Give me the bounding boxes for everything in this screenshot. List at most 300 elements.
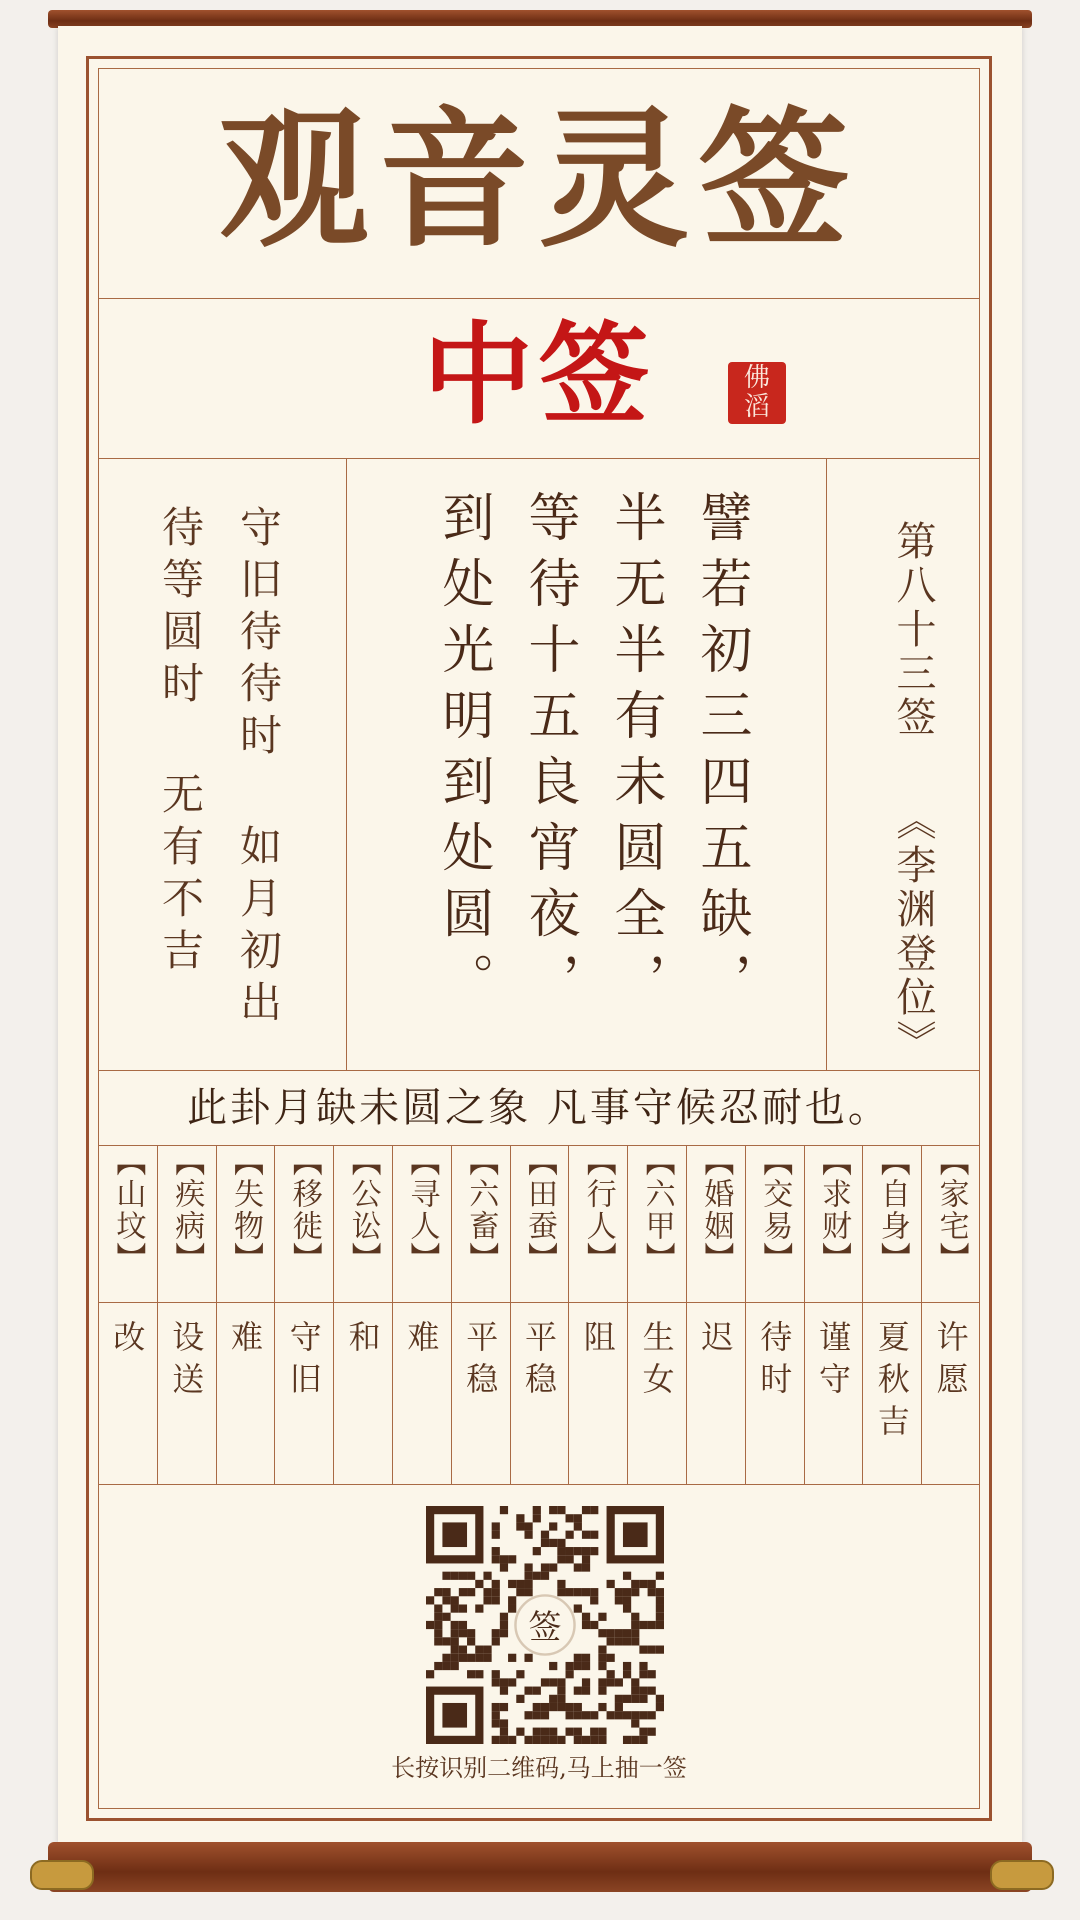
qr-module [442, 1588, 450, 1596]
qr-module [590, 1736, 598, 1744]
qr-module [426, 1670, 434, 1678]
category-label [804, 1146, 862, 1296]
qr-module [656, 1703, 664, 1711]
rod-end-left-icon [30, 1860, 94, 1890]
qr-module [492, 1596, 500, 1604]
qr-module [557, 1695, 565, 1703]
qr-module [524, 1563, 532, 1571]
qr-module [467, 1572, 475, 1580]
qr-module [492, 1678, 500, 1686]
qr-module [607, 1711, 615, 1719]
category-value-text: 夏秋吉 [872, 1320, 911, 1446]
qr-module [467, 1588, 475, 1596]
qr-module [574, 1522, 582, 1530]
qr-module [582, 1531, 590, 1539]
qr-module [492, 1719, 500, 1727]
qr-module [500, 1563, 508, 1571]
qr-module [631, 1687, 639, 1695]
qr-module [639, 1662, 647, 1670]
side-line: 守旧待待时 如月初出 [234, 505, 283, 1032]
divider [826, 458, 827, 1070]
qr-module [557, 1539, 565, 1547]
category-label [451, 1146, 509, 1296]
qr-module [483, 1646, 491, 1654]
qr-module [566, 1555, 574, 1563]
qr-module [492, 1522, 500, 1530]
qr-module [590, 1506, 598, 1514]
qr-module [566, 1662, 574, 1670]
qr-module [590, 1531, 598, 1539]
qr-module [508, 1604, 516, 1612]
qr-module [451, 1662, 459, 1670]
category-value-text: 难 [226, 1320, 264, 1362]
category-label-text: 【山坟】 [110, 1146, 146, 1274]
qr-module [549, 1695, 557, 1703]
qr-module [533, 1514, 541, 1522]
category-value-text: 生女 [637, 1320, 676, 1404]
qr-module [598, 1662, 606, 1670]
qr-module [623, 1596, 631, 1604]
qr-module [549, 1678, 557, 1686]
qr-module [549, 1703, 557, 1711]
qr-module [557, 1736, 565, 1744]
qr-module [533, 1703, 541, 1711]
category-value [922, 1320, 980, 1480]
sign-story: 《李渊登位》 [890, 800, 936, 1064]
qr-module [541, 1678, 549, 1686]
qr-module [442, 1572, 450, 1580]
qr-module [442, 1662, 450, 1670]
qr-module [582, 1506, 590, 1514]
seal-stamp: 佛 滔 [728, 362, 786, 424]
qr-module [598, 1678, 606, 1686]
qr-module [623, 1572, 631, 1580]
qr-module [566, 1670, 574, 1678]
qr-module [631, 1613, 639, 1621]
qr-module [524, 1711, 532, 1719]
qr-module [656, 1572, 664, 1580]
qr-module [434, 1588, 442, 1596]
qr-module [598, 1654, 606, 1662]
qr-module [451, 1629, 459, 1637]
category-value [334, 1320, 392, 1480]
category-value [275, 1320, 333, 1480]
qr-module [648, 1588, 656, 1596]
category-value-text: 守旧 [284, 1320, 323, 1404]
qr-module [656, 1604, 664, 1612]
qr-module [459, 1572, 467, 1580]
qr-module [590, 1596, 598, 1604]
qr-module [574, 1662, 582, 1670]
qr-module [467, 1637, 475, 1645]
qr-module [574, 1588, 582, 1596]
qr-module [541, 1703, 549, 1711]
qr-module [566, 1588, 574, 1596]
qr-module [492, 1547, 500, 1555]
qr-module [656, 1596, 664, 1604]
qr-module [574, 1711, 582, 1719]
qr-module [582, 1547, 590, 1555]
category-label [686, 1146, 744, 1296]
qr-module [516, 1588, 524, 1596]
qr-module [574, 1687, 582, 1695]
qr-module [590, 1621, 598, 1629]
qr-module [434, 1662, 442, 1670]
qr-module [582, 1687, 590, 1695]
verse-line: 半无半有未圆全， [605, 490, 665, 1018]
divider [98, 458, 980, 459]
qr-module [623, 1604, 631, 1612]
qr-module [451, 1604, 459, 1612]
category-value-text: 平稳 [520, 1320, 558, 1404]
category-value [745, 1320, 803, 1480]
qr-module [541, 1539, 549, 1547]
qr-module [615, 1629, 623, 1637]
category-label [863, 1146, 921, 1296]
qr-module [467, 1629, 475, 1637]
qr-module [639, 1728, 647, 1736]
qr-module [566, 1531, 574, 1539]
qr-center-icon: 签 [528, 1608, 562, 1647]
qr-module [516, 1670, 524, 1678]
qr-module [656, 1613, 664, 1621]
verse-line: 譬若初三四五缺， [691, 490, 751, 1018]
qr-module [533, 1687, 541, 1695]
divider [98, 1484, 980, 1485]
qr-module [524, 1572, 532, 1580]
qr-module [639, 1621, 647, 1629]
category-label-text: 【田蚕】 [522, 1146, 557, 1274]
qr-module [434, 1604, 442, 1612]
qr-module [631, 1695, 639, 1703]
qr-module [557, 1588, 565, 1596]
side-line: 待等圆时 无有不吉 [156, 505, 205, 980]
qr-module [648, 1670, 656, 1678]
qr-module [631, 1736, 639, 1744]
category-label-text: 【婚姻】 [698, 1146, 734, 1274]
qr-code[interactable] [426, 1506, 664, 1744]
category-label-text: 【寻人】 [404, 1146, 440, 1274]
category-label [922, 1146, 980, 1296]
qr-module [500, 1629, 508, 1637]
qr-module [492, 1711, 500, 1719]
qr-module [598, 1728, 606, 1736]
category-value [451, 1320, 509, 1480]
qr-module [459, 1621, 467, 1629]
category-value-text: 许愿 [931, 1320, 970, 1404]
qr-module [590, 1728, 598, 1736]
category-label [745, 1146, 803, 1296]
qr-module [631, 1678, 639, 1686]
qr-module [648, 1621, 656, 1629]
sign-level: 中签 [423, 310, 655, 439]
qr-module [656, 1588, 664, 1596]
qr-module [631, 1637, 639, 1645]
category-value-text: 难 [402, 1320, 441, 1362]
qr-module [607, 1629, 615, 1637]
category-value-text: 设送 [167, 1320, 206, 1404]
qr-module [492, 1736, 500, 1744]
qr-module [639, 1736, 647, 1744]
qr-module [639, 1711, 647, 1719]
category-label-text: 【自身】 [874, 1146, 910, 1274]
qr-module [639, 1646, 647, 1654]
qr-module [492, 1555, 500, 1563]
qr-module [590, 1588, 598, 1596]
qr-module [557, 1703, 565, 1711]
category-value [98, 1320, 156, 1480]
qr-module [442, 1596, 450, 1604]
qr-module [500, 1678, 508, 1686]
qr-module [582, 1555, 590, 1563]
qr-module [524, 1654, 532, 1662]
category-value [392, 1320, 450, 1480]
category-label-text: 【行人】 [580, 1146, 616, 1274]
qr-module [648, 1580, 656, 1588]
qr-module [492, 1629, 500, 1637]
qr-module [615, 1703, 623, 1711]
qr-module [475, 1646, 483, 1654]
qr-module [582, 1736, 590, 1744]
qr-module [524, 1531, 532, 1539]
qr-module [500, 1736, 508, 1744]
qr-module [623, 1736, 631, 1744]
qr-module [574, 1736, 582, 1744]
qr-module [524, 1736, 532, 1744]
qr-module [574, 1547, 582, 1555]
category-value [804, 1320, 862, 1480]
qr-module [574, 1654, 582, 1662]
qr-module [492, 1588, 500, 1596]
category-label-text: 【移徙】 [286, 1146, 322, 1274]
category-value [157, 1320, 215, 1480]
qr-module [459, 1629, 467, 1637]
qr-module [582, 1654, 590, 1662]
sign-number: 第八十三签 [890, 520, 936, 740]
qr-module [500, 1506, 508, 1514]
qr-module [541, 1531, 549, 1539]
qr-module [557, 1555, 565, 1563]
qr-module [508, 1654, 516, 1662]
qr-module [582, 1588, 590, 1596]
scroll-bottom-rod [48, 1842, 1032, 1892]
qr-module [500, 1687, 508, 1695]
qr-module [598, 1703, 606, 1711]
qr-module [574, 1728, 582, 1736]
qr-module [615, 1695, 623, 1703]
qr-module [500, 1621, 508, 1629]
qr-module [541, 1572, 549, 1580]
category-label-text: 【交易】 [757, 1146, 793, 1274]
qr-module [607, 1678, 615, 1686]
qr-module [467, 1670, 475, 1678]
qr-module [623, 1662, 631, 1670]
qr-module [623, 1637, 631, 1645]
qr-module [615, 1596, 623, 1604]
category-label [628, 1146, 686, 1296]
qr-module [648, 1728, 656, 1736]
category-value [628, 1320, 686, 1480]
qr-module [631, 1621, 639, 1629]
qr-module [467, 1654, 475, 1662]
qr-module [451, 1621, 459, 1629]
verse-line: 等待十五良宵夜， [519, 490, 579, 1018]
qr-module [475, 1604, 483, 1612]
qr-module [623, 1670, 631, 1678]
category-value [686, 1320, 744, 1480]
qr-module [533, 1736, 541, 1744]
qr-module [541, 1728, 549, 1736]
qr-module [442, 1654, 450, 1662]
qr-module [631, 1711, 639, 1719]
category-value-text: 阻 [578, 1320, 617, 1362]
qr-caption: 长按识别二维码,马上抽一签 [391, 1754, 687, 1782]
qr-module [623, 1711, 631, 1719]
qr-module [582, 1662, 590, 1670]
category-label [157, 1146, 215, 1296]
qr-module [451, 1596, 459, 1604]
qr-module [607, 1670, 615, 1678]
qr-module [459, 1646, 467, 1654]
divider [346, 458, 347, 1070]
divider [98, 1302, 980, 1303]
qr-module [557, 1687, 565, 1695]
qr-module [557, 1580, 565, 1588]
qr-module [516, 1514, 524, 1522]
qr-module [475, 1670, 483, 1678]
qr-module [566, 1728, 574, 1736]
qr-module [656, 1621, 664, 1629]
qr-module [492, 1703, 500, 1711]
qr-module [623, 1695, 631, 1703]
qr-module [590, 1547, 598, 1555]
category-value [863, 1320, 921, 1480]
qr-module [615, 1678, 623, 1686]
qr-module [483, 1588, 491, 1596]
qr-module [426, 1596, 434, 1604]
qr-module [492, 1670, 500, 1678]
qr-module [500, 1719, 508, 1727]
qr-module [631, 1629, 639, 1637]
qr-module [516, 1695, 524, 1703]
qr-module [516, 1580, 524, 1588]
summary-text: 此卦月缺未圆之象 凡事守候忍耐也。 [187, 1085, 891, 1131]
qr-module [500, 1703, 508, 1711]
qr-module [533, 1572, 541, 1580]
qr-module [615, 1588, 623, 1596]
category-value [569, 1320, 627, 1480]
qr-module [524, 1687, 532, 1695]
category-label [569, 1146, 627, 1296]
qr-module [459, 1654, 467, 1662]
qr-module [648, 1646, 656, 1654]
qr-module [615, 1711, 623, 1719]
qr-module [434, 1629, 442, 1637]
divider [98, 1070, 980, 1071]
qr-module [524, 1522, 532, 1530]
qr-module [557, 1547, 565, 1555]
qr-module [549, 1522, 557, 1530]
qr-module [434, 1613, 442, 1621]
qr-module [598, 1736, 606, 1744]
qr-module [631, 1719, 639, 1727]
qr-module [582, 1678, 590, 1686]
category-label-text: 【家宅】 [933, 1146, 969, 1274]
qr-module [442, 1637, 450, 1645]
category-label-text: 【疾病】 [169, 1146, 205, 1274]
qr-module [541, 1736, 549, 1744]
qr-module [549, 1506, 557, 1514]
qr-module [639, 1695, 647, 1703]
qr-module [566, 1711, 574, 1719]
qr-module [639, 1670, 647, 1678]
qr-module [639, 1687, 647, 1695]
qr-module [508, 1678, 516, 1686]
qr-module [442, 1613, 450, 1621]
qr-module [500, 1613, 508, 1621]
qr-module [524, 1580, 532, 1588]
category-value [510, 1320, 568, 1480]
category-label [216, 1146, 274, 1296]
qr-module [549, 1662, 557, 1670]
category-label [98, 1146, 156, 1296]
qr-module [566, 1547, 574, 1555]
qr-module [549, 1728, 557, 1736]
qr-module [434, 1637, 442, 1645]
category-value [216, 1320, 274, 1480]
qr-module [483, 1572, 491, 1580]
divider [98, 298, 980, 299]
qr-module [598, 1687, 606, 1695]
qr-module [566, 1703, 574, 1711]
qr-module [524, 1588, 532, 1596]
qr-module [582, 1563, 590, 1571]
category-label-text: 【失物】 [228, 1146, 263, 1274]
qr-module [582, 1621, 590, 1629]
qr-module [451, 1637, 459, 1645]
category-label-text: 【六甲】 [639, 1146, 675, 1274]
qr-module [656, 1695, 664, 1703]
qr-module [656, 1646, 664, 1654]
qr-module [607, 1580, 615, 1588]
qr-module [508, 1580, 516, 1588]
qr-module [557, 1678, 565, 1686]
qr-module [557, 1506, 565, 1514]
qr-module [648, 1711, 656, 1719]
qr-module [549, 1563, 557, 1571]
qr-module [607, 1637, 615, 1645]
qr-module [574, 1514, 582, 1522]
qr-module [500, 1728, 508, 1736]
qr-module [639, 1580, 647, 1588]
qr-module [574, 1703, 582, 1711]
verse-line: 到处光明到处圆。 [433, 490, 493, 1018]
qr-module [426, 1621, 434, 1629]
qr-module [648, 1687, 656, 1695]
category-label [510, 1146, 568, 1296]
qr-module [582, 1711, 590, 1719]
qr-module [631, 1588, 639, 1596]
qr-module [508, 1596, 516, 1604]
qr-module [566, 1514, 574, 1522]
qr-module [574, 1604, 582, 1612]
qr-module [434, 1621, 442, 1629]
qr-module [598, 1613, 606, 1621]
qr-module [607, 1654, 615, 1662]
qr-module [492, 1531, 500, 1539]
qr-module [483, 1596, 491, 1604]
category-value-text: 平稳 [461, 1320, 500, 1404]
